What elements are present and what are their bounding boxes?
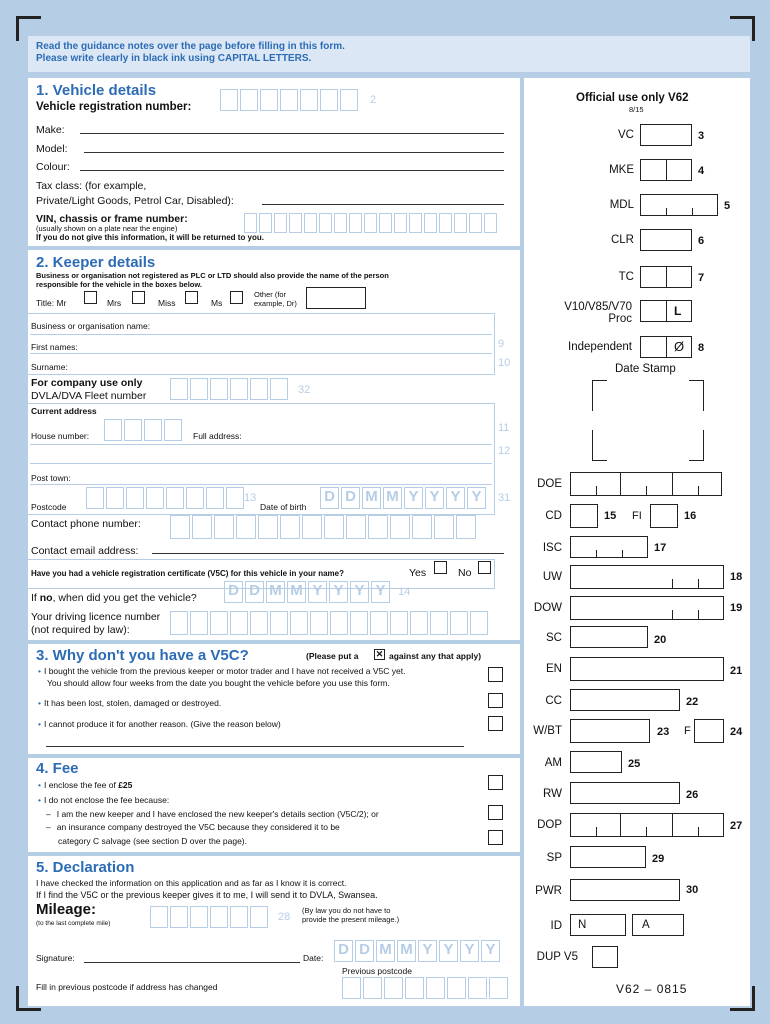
date-box: D	[334, 940, 353, 962]
company-label-2: DVLA/DVA Fleet number	[31, 390, 147, 402]
fee-reason-2: – an insurance company destroyed the V5C because they considered it to be	[46, 822, 340, 832]
dop-number: 27	[730, 820, 743, 832]
if-no-label	[31, 592, 197, 604]
dob-box: D	[320, 487, 339, 509]
f-number: 24	[730, 726, 743, 738]
vin-warning: If you do not give this information, it will be returned to you.	[36, 233, 264, 242]
postcode-boxes[interactable]	[86, 487, 246, 509]
mke-divider	[666, 159, 667, 181]
previous-postcode-label: Previous postcode	[342, 966, 412, 976]
uw-box[interactable]	[570, 565, 724, 589]
colour-label: Colour:	[36, 161, 70, 173]
phone-label: Contact phone number:	[31, 518, 141, 530]
pwr-box[interactable]	[570, 879, 680, 901]
pwr-number: 30	[686, 884, 699, 896]
reason-2-text: It has been lost, stolen, damaged or destroyed.	[43, 698, 222, 708]
field-number-11: 11	[498, 422, 510, 434]
vc-label: VC	[618, 129, 634, 141]
tc-label: TC	[618, 271, 634, 283]
reason-1: • I bought the vehicle from the previous keeper or motor trader and I have not received a V5C yet.	[38, 666, 406, 676]
isc-label: ISC	[542, 542, 562, 554]
reason-1-text: I bought the vehicle from the previous keeper or motor trader and I have not received a V5C yet.	[43, 666, 406, 676]
post-town-label: Post town:	[31, 473, 71, 483]
fee-reason-2-text: an insurance company destroyed the V5C because they considered it to be	[56, 822, 340, 832]
dop-box[interactable]	[570, 813, 724, 837]
id-a-box[interactable]	[632, 914, 684, 936]
stamp-corner	[689, 430, 704, 461]
title-other-label-1: Other (for	[254, 290, 287, 299]
dob-boxes[interactable]	[320, 487, 488, 509]
stamp-corner	[689, 380, 704, 411]
mdl-box[interactable]	[640, 194, 718, 216]
date-box: D	[245, 581, 264, 603]
en-number: 21	[730, 665, 743, 677]
date-box: Y	[371, 581, 390, 603]
business-line[interactable]	[30, 334, 492, 335]
dob-box: Y	[425, 487, 444, 509]
official-subtitle: 8/15	[629, 105, 644, 114]
date-box: Y	[308, 581, 327, 603]
field-number-10: 10	[498, 357, 511, 369]
company-label-1: For company use only	[31, 377, 143, 389]
stamp-corner	[592, 430, 607, 461]
title-ms-label: Ms	[211, 298, 223, 308]
date-box: M	[266, 581, 285, 603]
dob-box: Y	[467, 487, 486, 509]
fee-amount: £25	[118, 780, 133, 790]
dow-tick	[698, 610, 699, 620]
first-names-line[interactable]	[30, 353, 492, 354]
date-box: D	[355, 940, 374, 962]
fee-reason-2-checkbox[interactable]	[488, 830, 503, 845]
stamp-corner	[592, 380, 607, 411]
fee-reason-1: – I am the new keeper and I have enclosed the new keeper's details section (V5C/2); or	[46, 809, 379, 819]
date-box: Y	[481, 940, 500, 962]
title-ms-checkbox[interactable]	[230, 291, 243, 304]
field-number-12: 12	[498, 445, 511, 457]
date-label: Date:	[303, 953, 324, 963]
fi-box[interactable]	[650, 504, 678, 528]
am-label: AM	[544, 757, 562, 769]
put-a-label: (Please put a	[306, 651, 359, 661]
mileage-law-1: (By law you do not have to	[302, 906, 391, 915]
reason-2: • It has been lost, stolen, damaged or destroyed.	[38, 698, 222, 708]
title-mr-checkbox[interactable]	[84, 291, 97, 304]
dob-box: D	[341, 487, 360, 509]
previous-postcode-boxes[interactable]	[342, 977, 510, 999]
declaration-date-boxes[interactable]	[334, 940, 502, 962]
en-box[interactable]	[570, 657, 724, 681]
reason-1b: You should allow four weeks from the date you bought the vehicle before you use this form.	[47, 678, 390, 688]
sc-label: SC	[546, 632, 562, 644]
full-address-label: Full address:	[193, 431, 242, 441]
form-code: V62 – 0815	[616, 982, 688, 996]
declaration-line-2: If I find the V5C or the previous keeper gives it to me, I will send it to DVLA, Swansea.	[36, 890, 378, 900]
keeper-note-1: Business or organisation not registered as PLC or LTD should also provide the name of the person	[36, 271, 389, 280]
zero-symbol: Ø	[674, 339, 685, 354]
independent-number: 8	[698, 342, 705, 354]
vc-number: 3	[698, 130, 705, 142]
mileage-boxes[interactable]	[150, 906, 270, 928]
dob-box: Y	[404, 487, 423, 509]
postcode-label: Postcode	[31, 502, 67, 512]
house-number-label: House number:	[31, 431, 90, 441]
date-box: Y	[460, 940, 479, 962]
mileage-note: (to the last complete mile)	[36, 920, 111, 927]
id-a-letter: A	[642, 919, 650, 931]
doe-label: DOE	[537, 478, 562, 490]
licence-label-1: Your driving licence number	[31, 611, 161, 623]
date-stamp-label: Date Stamp	[615, 363, 676, 375]
make-line[interactable]	[80, 133, 504, 134]
against-label: against any that apply)	[389, 651, 482, 661]
dob-box: M	[383, 487, 402, 509]
doe-tick	[698, 486, 699, 496]
dow-number: 19	[730, 602, 743, 614]
fee-reason-2b: category C salvage (see section D over the page).	[58, 836, 247, 846]
title-mrs-label: Mrs	[107, 298, 122, 308]
id-label: ID	[550, 920, 562, 932]
clr-label: CLR	[610, 234, 634, 246]
doe-tick	[646, 486, 647, 496]
sp-number: 29	[652, 853, 665, 865]
wbt-box[interactable]	[570, 719, 650, 743]
v5c-no-label: No	[458, 567, 472, 579]
dop-tick	[646, 827, 647, 837]
v10-label-2: Proc	[608, 313, 632, 325]
signature-line[interactable]	[84, 962, 300, 963]
dob-label: Date of birth	[260, 502, 307, 512]
doe-tick	[596, 486, 597, 496]
title-mr-label: Title: Mr	[36, 298, 67, 308]
mke-number: 4	[698, 165, 705, 177]
mdl-tick	[666, 208, 667, 216]
vin-note: (usually shown on a plate near the engine)	[36, 224, 178, 233]
reg-label: Vehicle registration number:	[36, 101, 192, 113]
vehicle-date-boxes[interactable]	[224, 581, 392, 603]
reason-1-checkbox[interactable]	[488, 667, 503, 682]
fee-not-enclose-text: I do not enclose the fee because:	[43, 795, 170, 805]
dup-v5-label: DUP V5	[536, 951, 578, 963]
rw-label: RW	[543, 788, 562, 800]
dow-label: DOW	[533, 602, 562, 614]
date-box: D	[224, 581, 243, 603]
v5c-no-checkbox[interactable]	[478, 561, 491, 574]
sp-label: SP	[546, 852, 562, 864]
post-town-line[interactable]	[30, 484, 492, 485]
uw-label: UW	[542, 571, 562, 583]
date-box: Y	[350, 581, 369, 603]
fee-enclose: • I enclose the fee of £25	[38, 780, 133, 790]
date-box: Y	[439, 940, 458, 962]
reason-3: • I cannot produce it for another reason. (Give the reason below)	[38, 719, 281, 729]
isc-tick	[596, 550, 597, 558]
fee-enclose-checkbox[interactable]	[488, 775, 503, 790]
doe-divider	[672, 472, 673, 496]
cc-box[interactable]	[570, 689, 680, 711]
fee-reason-1-text: I am the new keeper and I have enclosed the new keeper's details section (V5C/2); or	[56, 809, 379, 819]
licence-boxes[interactable]	[170, 611, 490, 635]
clr-number: 6	[698, 235, 705, 247]
dob-box: M	[362, 487, 381, 509]
clr-box[interactable]	[640, 229, 692, 251]
title-other-label-2: example, Dr)	[254, 299, 297, 308]
f-box[interactable]	[694, 719, 724, 743]
dow-box[interactable]	[570, 596, 724, 620]
title-miss-label: Miss	[158, 298, 176, 308]
fee-reason-1-checkbox[interactable]	[488, 805, 503, 820]
uw-number: 18	[730, 571, 743, 583]
sp-box[interactable]	[570, 846, 646, 868]
field-number-28: 28	[278, 911, 291, 923]
field-number-9: 9	[498, 338, 505, 350]
address-line-2[interactable]	[30, 463, 492, 464]
field-number-13: 13	[244, 492, 257, 504]
am-number: 25	[628, 758, 641, 770]
mdl-tick	[692, 208, 693, 216]
date-box: Y	[418, 940, 437, 962]
v10-divider	[666, 300, 667, 322]
title-mrs-checkbox[interactable]	[132, 291, 145, 304]
tax-line[interactable]	[262, 204, 504, 205]
tax-label-2: Private/Light Goods, Petrol Car, Disabled):	[36, 195, 234, 207]
mdl-label: MDL	[609, 199, 634, 211]
section-3-title: 3. Why don't you have a V5C?	[36, 647, 249, 664]
title-other-box[interactable]	[306, 287, 366, 309]
colour-line[interactable]	[80, 170, 504, 171]
official-title: Official use only V62	[576, 92, 689, 104]
wbt-number: 23	[657, 726, 670, 738]
declaration-line-1: I have checked the information on this application and as far as I know it is correct.	[36, 878, 347, 888]
dop-divider	[672, 813, 673, 837]
licence-label-2: (not required by law):	[31, 624, 130, 636]
reason-3-checkbox[interactable]	[488, 716, 503, 731]
field-number-31: 31	[498, 492, 511, 504]
fill-previous-label: Fill in previous postcode if address has changed	[36, 982, 218, 992]
section-4-title: 4. Fee	[36, 760, 79, 777]
section-2-title: 2. Keeper details	[36, 254, 156, 271]
phone-boxes[interactable]	[170, 515, 478, 539]
vc-box[interactable]	[640, 124, 692, 146]
reason-line[interactable]	[46, 746, 464, 747]
date-box: M	[287, 581, 306, 603]
tc-divider	[666, 266, 667, 288]
reason-3-text: I cannot produce it for another reason. (Give the reason below)	[43, 719, 281, 729]
make-label: Make:	[36, 124, 65, 136]
field-number-2: 2	[370, 94, 377, 106]
am-box[interactable]	[570, 751, 622, 773]
en-label: EN	[546, 663, 562, 675]
dop-label: DOP	[537, 819, 562, 831]
section-1-title: 1. Vehicle details	[36, 82, 157, 99]
intro-line-1: Read the guidance notes over the page before filling in this form.	[36, 41, 345, 52]
dop-divider	[620, 813, 621, 837]
house-number-boxes[interactable]	[104, 419, 184, 441]
doe-divider	[620, 472, 621, 496]
cd-label: CD	[545, 510, 562, 522]
if-no-post: , when did you get the vehicle?	[52, 592, 197, 604]
v10-label-1: V10/V85/V70	[564, 301, 632, 313]
vin-label: VIN, chassis or frame number:	[36, 213, 188, 225]
rw-box[interactable]	[570, 782, 680, 804]
tax-label-1: Tax class: (for example,	[36, 180, 147, 192]
fee-enclose-text: I enclose the fee of	[43, 780, 119, 790]
mileage-law-2: provide the present mileage.)	[302, 915, 400, 924]
title-miss-checkbox[interactable]	[185, 291, 198, 304]
mdl-number: 5	[724, 200, 731, 212]
date-box: Y	[329, 581, 348, 603]
independent-label: Independent	[568, 341, 632, 353]
cd-number: 15	[604, 510, 617, 522]
id-n-letter: N	[578, 919, 587, 931]
sc-number: 20	[654, 634, 667, 646]
if-no-pre: If	[31, 592, 40, 604]
sc-box[interactable]	[570, 626, 648, 648]
dop-tick	[698, 827, 699, 837]
field-number-32: 32	[298, 384, 311, 396]
dow-tick	[672, 610, 673, 620]
reason-2-checkbox[interactable]	[488, 693, 503, 708]
model-line[interactable]	[84, 152, 504, 153]
keeper-note-2: responsible for the vehicle in the boxes below.	[36, 280, 203, 289]
pwr-label: PWR	[535, 885, 562, 897]
isc-box[interactable]	[570, 536, 648, 558]
vin-boxes[interactable]	[244, 213, 499, 233]
cc-number: 22	[686, 696, 699, 708]
fi-number: 16	[684, 510, 697, 522]
v5c-question: Have you had a vehicle registration certificate (V5C) for this vehicle in your name?	[31, 569, 344, 578]
cross-checkbox-icon: ✕	[375, 649, 384, 659]
uw-tick	[698, 579, 699, 589]
dob-box: Y	[446, 487, 465, 509]
dop-tick	[596, 827, 597, 837]
reg-number-boxes[interactable]	[220, 89, 360, 111]
date-box: M	[397, 940, 416, 962]
field-number-14: 14	[398, 586, 411, 598]
dup-v5-box[interactable]	[592, 946, 618, 968]
current-address-label: Current address	[31, 406, 97, 416]
full-address-line[interactable]	[30, 444, 492, 445]
wbt-label: W/BT	[533, 725, 562, 737]
rw-number: 26	[686, 789, 699, 801]
cc-label: CC	[545, 695, 562, 707]
mileage-label: Mileage:	[36, 901, 97, 918]
cd-box[interactable]	[570, 504, 598, 528]
first-names-label: First names:	[31, 342, 78, 352]
fleet-number-boxes[interactable]	[170, 378, 290, 400]
model-label: Model:	[36, 143, 68, 155]
email-line[interactable]	[152, 553, 504, 554]
fee-not-enclose: • I do not enclose the fee because:	[38, 795, 170, 805]
f-label: F	[684, 725, 691, 737]
mke-label: MKE	[609, 164, 634, 176]
independent-divider	[666, 336, 667, 358]
tc-number: 7	[698, 272, 705, 284]
isc-number: 17	[654, 542, 667, 554]
v10-letter-l: L	[674, 304, 682, 318]
section-5-title: 5. Declaration	[36, 859, 135, 876]
surname-label: Surname:	[31, 362, 68, 372]
business-label: Business or organisation name:	[31, 321, 151, 331]
isc-tick	[622, 550, 623, 558]
fi-label: FI	[632, 510, 642, 522]
intro-line-2: Please write clearly in black ink using CAPITAL LETTERS.	[36, 53, 312, 64]
signature-label: Signature:	[36, 953, 75, 963]
date-box: M	[376, 940, 395, 962]
uw-tick	[672, 579, 673, 589]
v5c-yes-label: Yes	[409, 567, 427, 579]
v5c-yes-checkbox[interactable]	[434, 561, 447, 574]
if-no-bold: no	[39, 592, 53, 604]
email-label: Contact email address:	[31, 545, 139, 557]
